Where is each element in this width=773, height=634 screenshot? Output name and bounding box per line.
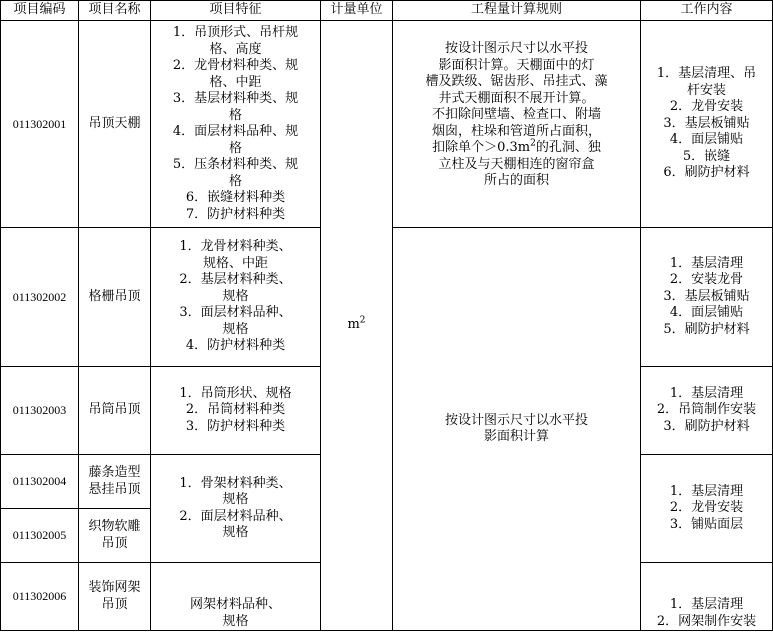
feature-line: 1．吊顶形式、吊杆规: [172, 25, 299, 40]
feature-line: 5．压条材料种类、规: [172, 157, 299, 172]
name-line: 织物软雕: [88, 519, 141, 534]
rule-line: 烟囱，柱垛和管道所占面积，: [431, 123, 601, 139]
item-name: [79, 509, 151, 563]
rule-exponent: 2: [530, 138, 536, 149]
feature-line: 规格: [222, 492, 249, 507]
unit-base: m: [347, 317, 360, 333]
header-work: 工作内容: [641, 1, 773, 21]
feature-line: 6．嵌缝材料种类: [185, 190, 286, 205]
feature-line: 规格: [222, 525, 249, 540]
work-line: 1．基层清理、吊: [656, 66, 757, 82]
feature-line: 1．龙骨材料种类、: [179, 239, 292, 255]
name-line: 吊顶: [101, 596, 128, 612]
feature-line: 2．吊筒材料种类: [185, 402, 286, 418]
name-line: 悬挂吊顶: [88, 481, 141, 497]
work-line: 3．铺贴面层: [669, 516, 744, 532]
feature-line: 规格、中距: [202, 255, 268, 271]
feature-line: 2．面层材料品种、: [179, 508, 292, 524]
feature-line: 规格: [222, 321, 249, 337]
feature-line: 格: [228, 140, 242, 156]
item-works: [641, 228, 773, 367]
feature-line: 格: [228, 173, 242, 189]
name-line: 装饰网架: [88, 580, 141, 595]
rule-line: 影面积计算: [483, 429, 549, 444]
measure-unit: [321, 21, 393, 631]
item-features: [151, 455, 321, 563]
name-line: 吊顶: [101, 535, 128, 551]
item-name: 格栅吊顶: [79, 228, 151, 367]
header-row: [1, 1, 773, 21]
work-line: 杆安装: [686, 82, 726, 98]
item-name: [79, 563, 151, 631]
header-name: 项目名称: [79, 1, 151, 21]
work-line: 4．面层铺贴: [669, 305, 744, 321]
work-line: 3．基层板铺贴: [663, 288, 750, 304]
header-unit: 计量单位: [321, 1, 393, 21]
item-features: [151, 563, 321, 631]
name-line: 藤条造型: [88, 465, 141, 480]
item-code: 011302006: [1, 563, 79, 631]
item-name: [79, 455, 151, 509]
item-code: 011302002: [1, 228, 79, 367]
rule-line: 不扣除间壁墙、检查口、附墙: [431, 107, 601, 122]
unit-exponent: 2: [359, 315, 366, 326]
work-line: 3．刷防护材料: [663, 418, 750, 434]
work-line: 2．龙骨安装: [669, 500, 744, 516]
feature-line: 格、中距: [209, 74, 262, 90]
item-name: 吊顶天棚: [79, 21, 151, 228]
item-code: 011302005: [1, 509, 79, 563]
work-line: 1．基层清理: [669, 597, 744, 612]
item-features: [151, 21, 321, 228]
work-line: 2．吊筒制作安装: [656, 402, 757, 418]
work-line: 4．面层铺贴: [669, 132, 744, 148]
rule-line-part: 扣除单个＞0.3m: [432, 140, 531, 155]
item-features: [151, 228, 321, 367]
feature-line: 规格: [222, 613, 249, 629]
item-works: [641, 367, 773, 455]
work-line: 5．刷防护材料: [663, 321, 750, 337]
header-feature: 项目特征: [151, 1, 321, 21]
work-line: 2．龙骨安装: [669, 99, 744, 115]
shared-rule: [393, 228, 641, 631]
work-line: 2．网架制作安装: [656, 613, 757, 629]
work-line: 1．基层清理: [669, 255, 744, 271]
work-line: 1．基层清理: [669, 385, 744, 401]
feature-line: 格: [228, 107, 242, 123]
work-line: 2．安装龙骨: [669, 272, 744, 288]
work-line: 3．基层板铺贴: [663, 115, 750, 131]
feature-line: 2．基层材料种类、: [179, 272, 292, 288]
feature-line: 3．基层材料种类、规: [172, 91, 299, 106]
feature-line: 7．防护材料种类: [185, 206, 286, 222]
work-line: 6．刷防护材料: [663, 165, 750, 181]
item-features: [151, 367, 321, 455]
header-rule: 工程量计算规则: [393, 1, 641, 21]
item-works: [641, 21, 773, 228]
feature-line: 3．面层材料品种、: [179, 305, 292, 321]
rule-line: 按设计图示尺寸以水平投: [444, 41, 588, 56]
rule-line: 按设计图示尺寸以水平投: [444, 412, 588, 428]
rule-line: 影面积计算。天棚面中的灯: [438, 57, 595, 73]
item-works: [641, 455, 773, 563]
rule-line: 井式天棚面积不展开计算。: [438, 90, 595, 106]
item-works: [641, 563, 773, 631]
rule-line: [395, 140, 638, 157]
table-row: [1, 21, 773, 228]
rule-line: 槽及跌级、锯齿形、吊挂式、藻: [425, 74, 608, 89]
feature-line: 1．吊筒形状、规格: [179, 385, 292, 401]
header-code: 项目编码: [1, 1, 79, 21]
feature-line: 2．龙骨材料种类、规: [172, 58, 299, 73]
feature-line: 4．面层材料品种、规: [172, 124, 299, 139]
item-code: 011302004: [1, 455, 79, 509]
feature-line: 4．防护材料种类: [185, 338, 286, 354]
rule-line: 立柱及与天棚相连的窗帘盒: [438, 156, 595, 172]
work-line: 5．嵌缝: [682, 148, 731, 164]
feature-line: 格、高度: [209, 41, 262, 57]
rule-line: 所占的面积: [483, 173, 549, 188]
rule-line-part: 的孔洞、独: [535, 140, 601, 155]
feature-line: 1．骨架材料种类、: [179, 475, 292, 491]
item-rule: [393, 21, 641, 228]
item-name: 吊筒吊顶: [79, 367, 151, 455]
item-code: 011302001: [1, 21, 79, 228]
item-code: 011302003: [1, 367, 79, 455]
feature-line: 规格: [222, 288, 249, 304]
feature-line: 3．防护材料种类: [185, 418, 286, 434]
work-line: 1．基层清理: [669, 483, 744, 499]
feature-line: 网架材料品种、: [189, 597, 281, 612]
